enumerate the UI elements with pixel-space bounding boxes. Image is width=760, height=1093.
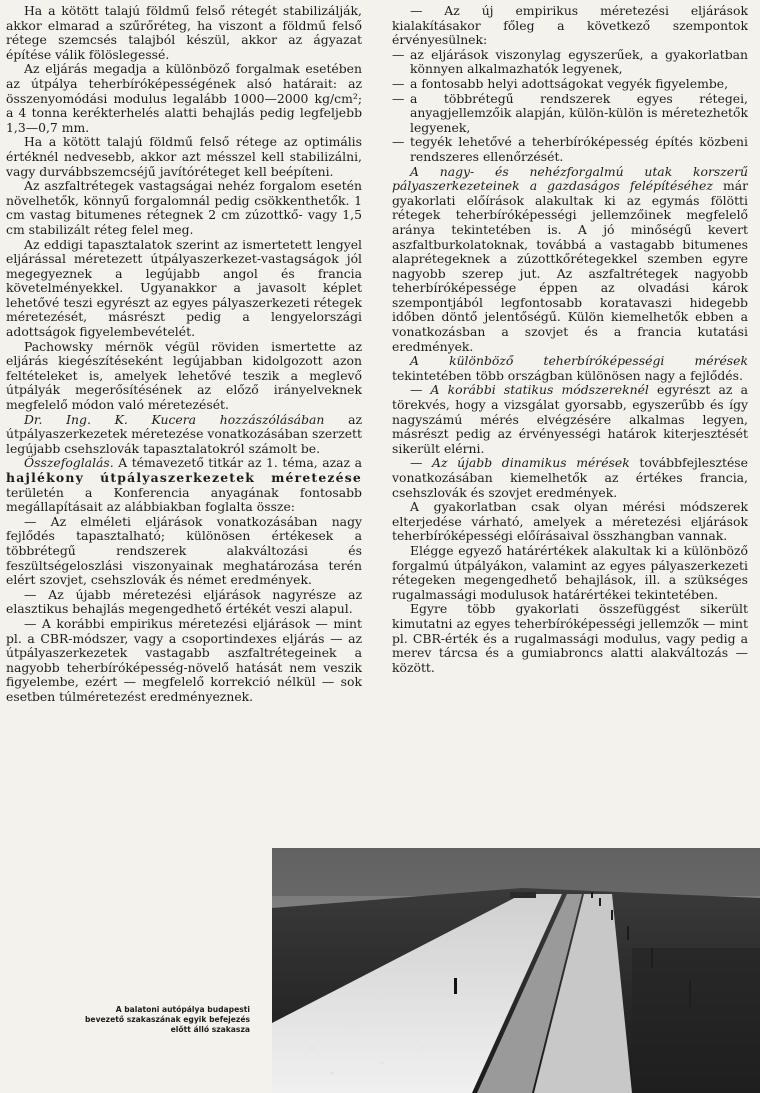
paragraph xyxy=(6,179,362,237)
text-run: Az eddigi tapasztalatok szerint az ismertetett lengyel eljárással méretezett útpályaszerkezet-vastagságok jól megegyeznek a legújabb angol és francia követelményekkel. Ugyanakkor a javasolt képlet lehetővé teszi egyrészt az egyes pályaszerkezeti rétegek méretezését, másrészt pedig a lengyelországi adottságok figyelembevételét. xyxy=(6,236,362,340)
list-item xyxy=(392,135,748,164)
paragraph xyxy=(392,456,748,500)
list-item xyxy=(392,77,748,92)
paragraph xyxy=(6,588,362,617)
photo-caption: A balatoni autópálya budapesti bevezető szakaszának egyik befejezés előtt álló szakasza xyxy=(85,1005,250,1034)
list-item xyxy=(392,92,748,136)
paragraph xyxy=(6,135,362,179)
paragraph xyxy=(6,340,362,413)
text-run: — Az elméleti eljárások vonatkozásában nagy fejlődés tapasztalható; különösen értékesek a többrétegű rendszerek alakváltozási és feszültségeloszlási viszonyainak meghatározása terén elért szovjet, csehszlovák és német eredmények. xyxy=(6,513,362,588)
text-run: Összefoglalás. xyxy=(24,455,114,471)
paragraph xyxy=(392,544,748,602)
paragraph xyxy=(392,165,748,355)
highway-photo xyxy=(272,848,760,1093)
text-run: — A korábbi empirikus méretezési eljárások — mint pl. a CBR-módszer, vagy a csoportindexes eljárás — az útpályaszerkezetek vastagabb aszfaltrétegeinek a nagyobb teherbíróképesség-növelő hatását nem veszik figyelembe, ezért — megfelelő korrekció nélkül — sok esetben túlméretezést eredményeznek. xyxy=(6,615,362,704)
text-run: — xyxy=(410,382,431,398)
text-run: A gyakorlatban csak olyan mérési módszerek elterjedése várható, amelyek a méretezési eljárások teherbíróképességi előírásaival összhangban vannak. xyxy=(392,499,748,544)
paragraph xyxy=(6,456,362,514)
text-run: továbbfejlesztése vonatkozásában kiemelhetők az értékes francia, csehszlovák és szovjet eredmények. xyxy=(392,455,748,500)
text-run: Pachowsky mérnök végül röviden ismertette az eljárás kiegészítéseként legújabban kidolgozott azon feltételeket is, amelyek lehetővé teszik a meglevő útpályák megerősítésének az előző irányelveknek megfelelő módon való méretezését. xyxy=(6,338,362,413)
highway-photo-illustration xyxy=(272,848,760,1093)
paragraph xyxy=(392,500,748,544)
text-run: — Az újabb méretezési eljárások nagyrésze az elasztikus behajlás megengedhető értékét veszi alapul. xyxy=(6,586,362,617)
text-run: a fontosabb helyi adottságokat vegyék figyelembe, xyxy=(410,75,729,91)
text-run: Ha a kötött talajú földmű felső rétegét stabilizálják, akkor elmarad a szűrőréteg, ha viszont a földmű felső rétege szemcsés talajból készül, akkor az ágyazat építése válik fölöslegessé. xyxy=(6,3,362,62)
text-run: Az aszfaltrétegek vastagságai nehéz forgalom esetén növelhetők, könnyű forgalomnál pedig csökkenthetők. 1 cm vastag bitumenes rétegnek 2 cm zúzottkő- vagy 1,5 cm stabilizált réteg felel meg. xyxy=(6,178,362,237)
text-run: területén a Konferencia anyagának fontosabb megállapításait az alábbiakban foglalta össze: xyxy=(6,484,362,515)
list-item xyxy=(392,48,748,77)
left-text-column xyxy=(6,4,362,705)
paragraph xyxy=(392,354,748,383)
text-run: Ha a kötött talajú földmű felső rétege az optimális értéknél nedvesebb, akkor azt mésszel kell stabilizálni, vagy durvábbszemcséjű javítóréteget kell beépíteni. xyxy=(6,134,362,179)
paragraph xyxy=(392,383,748,456)
dash-marker: — xyxy=(392,46,405,62)
text-run: Egyre több gyakorlati összefüggést sikerült kimutatni az egyes teherbíróképességi jellemzők — mint pl. CBR-érték és a rugalmassági modulus, vagy pedig a merev tárcsa és a gumiabroncs alatti alakváltozás — között. xyxy=(392,601,748,675)
text-run: az útpályaszerkezetek méretezése vonatkozásában szerzett legújabb csehszlovák tapasztalatokról számolt be. xyxy=(6,411,363,456)
paragraph xyxy=(392,602,748,675)
dash-marker: — xyxy=(392,134,405,150)
text-run: tegyék lehetővé a teherbíróképesség építés közbeni rendszeres ellenőrzését. xyxy=(410,134,748,164)
text-run: — xyxy=(410,455,432,471)
text-run: — Az új empirikus méretezési eljárások kialakításakor főleg a következő szempontok érvényesülnek: xyxy=(392,3,748,48)
text-run: A különböző teherbíróképességi mérések xyxy=(410,353,748,369)
text-run: Az újabb dinamikus mérések xyxy=(432,455,630,471)
paragraph xyxy=(6,4,362,62)
text-run: Dr. Ing. K. Kucera hozzászólásában xyxy=(24,411,325,427)
text-run: a többrétegű rendszerek egyes rétegei, anyagjellemzőik alapján, külön-külön is méretezhetők legyenek, xyxy=(410,90,748,135)
paragraph xyxy=(6,617,362,705)
text-run: A korábbi statikus módszereknél xyxy=(430,382,649,398)
text-run: már gyakorlati előírások alakultak ki az egymás fölötti rétegek teherbíróképességi jellemzőinek megfelelő aránya tekintetében is. A jó minőségű kevert aszfaltburkolatoknak, továbbá a vastagabb bitumenes alaprétegeknek a zúzottkőrétegekkel szemben egyre nagyobb szerep jut. Az aszfaltrétegek nagyobb teherbíróképessége éppen az olvadási károk szempontjából legfontosabb koratavaszi hidegebb időben döntő jelentőségű. Külön kiemelhetők ebben a vonatkozásban a szovjet és a francia kutatási eredmények. xyxy=(392,178,748,354)
paragraph xyxy=(6,62,362,135)
text-run: tekintetében több országban különösen nagy a fejlődés. xyxy=(392,367,743,383)
right-text-column xyxy=(392,4,748,675)
text-run: A témavezető titkár az 1. téma, azaz a xyxy=(113,455,362,471)
paragraph xyxy=(392,4,748,48)
paragraph xyxy=(6,515,362,588)
text-run: Elégge egyező határértékek alakultak ki a különböző forgalmú útpályákon, valamint az egyes pályaszerkezeti rétegeken megengedhető behajlások, ill. a szükséges rugalmassági modulusok határértékei tekintetében. xyxy=(392,542,748,602)
paragraph xyxy=(6,238,362,340)
dash-marker: — xyxy=(392,90,405,106)
text-run: az eljárások viszonylag egyszerűek, a gyakorlatban könnyen alkalmazhatók legyenek, xyxy=(410,46,748,77)
paragraph xyxy=(6,413,362,457)
text-run: A nagy- és nehézforgalmú utak korszerű pályaszerkezeteinek a gazdaságos felépítéséhez xyxy=(392,163,748,194)
text-run: egyrészt az a törekvés, hogy a vizsgálat gyorsabb, egyszerűbb és így nagyszámú mérés elvégzésére alkalmas legyen, másrészt pedig az érvényességi határok kiterjesztését sikerült elérni. xyxy=(392,382,748,456)
dash-marker: — xyxy=(392,75,405,91)
text-run: hajlékony útpályaszerkezetek méretezése xyxy=(6,470,362,485)
text-run: Az eljárás megadja a különböző forgalmak esetében az útpálya teherbíróképességének alsó határait: az összenyomódási modulus legalább 1000—2000 kg/cm²; a 4 tonna kerékterhelés alatti behajlás pedig legfeljebb 1,3—0,7 mm. xyxy=(6,61,362,135)
